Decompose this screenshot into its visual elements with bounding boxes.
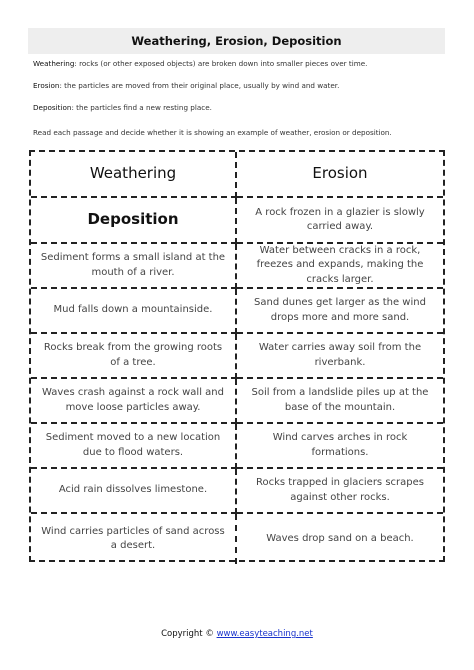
- definition-deposition: [33, 103, 212, 112]
- passage-card: Soil from a landslide piles up at the base of the mountain.: [237, 379, 443, 424]
- definition-text: : the particles find a new resting place.: [71, 103, 212, 112]
- passage-card: Water between cracks in a rock, freezes and expands, making the cracks larger.: [237, 244, 443, 289]
- definition-text: : rocks (or other exposed objects) are broken down into smaller pieces over time.: [74, 59, 368, 68]
- heading-card-erosion: Erosion: [237, 152, 443, 198]
- passage-card: Mud falls down a mountainside.: [31, 289, 237, 334]
- definition-erosion: [33, 81, 339, 90]
- passage-card: Sediment forms a small island at the mouth of a river.: [31, 244, 237, 289]
- worksheet-title: [28, 28, 445, 54]
- passage-card: Wind carries particles of sand across a desert.: [31, 514, 237, 564]
- copyright-text: Copyright ©: [161, 629, 214, 639]
- card-grid: [29, 150, 445, 562]
- definition-weathering: [33, 59, 367, 68]
- instructions: Read each passage and decide whether it is showing an example of weather, erosion or deposition.: [33, 128, 392, 137]
- passage-card: Rocks break from the growing roots of a tree.: [31, 334, 237, 379]
- passage-card: Sediment moved to a new location due to flood waters.: [31, 424, 237, 469]
- passage-card: Wind carves arches in rock formations.: [237, 424, 443, 469]
- definition-term: Deposition: [33, 103, 72, 112]
- footer: [0, 629, 474, 639]
- website-link[interactable]: www.easyteaching.net: [216, 629, 313, 639]
- passage-card: Rocks trapped in glaciers scrapes against other rocks.: [237, 469, 443, 514]
- title-text: Weathering, Erosion, Deposition: [131, 34, 342, 48]
- passage-card: Waves drop sand on a beach.: [266, 532, 414, 544]
- definition-text: : the particles are moved from their original place, usually by wind and water.: [59, 81, 340, 90]
- heading-card-deposition: Deposition: [31, 198, 237, 244]
- definition-term: Weathering: [33, 59, 75, 68]
- definition-term: Erosion: [33, 81, 60, 90]
- heading-card-weathering: Weathering: [31, 152, 237, 198]
- passage-card: A rock frozen in a glazier is slowly carried away.: [237, 198, 443, 244]
- passage-card: Water carries away soil from the riverbank.: [237, 334, 443, 379]
- passage-card: Acid rain dissolves limestone.: [31, 469, 237, 514]
- passage-card: Waves crash against a rock wall and move loose particles away.: [31, 379, 237, 424]
- passage-card: Sand dunes get larger as the wind drops more and more sand.: [237, 289, 443, 334]
